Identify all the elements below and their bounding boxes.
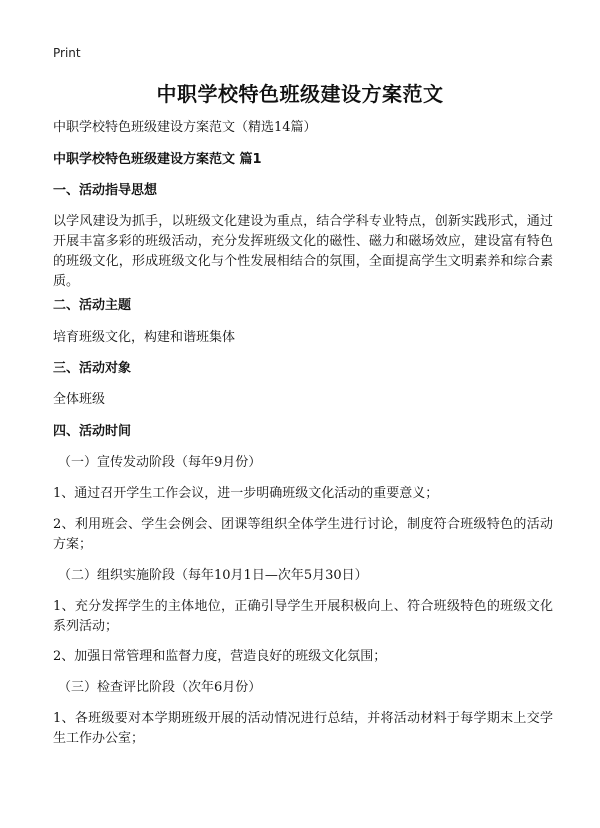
document-subtitle: 中职学校特色班级建设方案范文（精选14篇） xyxy=(53,120,317,135)
stage-heading-2: （二）组织实施阶段（每年10月1日—次年5月30日） xyxy=(58,568,368,583)
stage3-item-1: 1、各班级要对本学期班级开展的活动情况进行总结，并将活动材料于每学期末上交学生工作办公室； xyxy=(53,711,553,746)
section-heading-4: 四、活动时间 xyxy=(53,424,132,439)
article-heading: 中职学校特色班级建设方案范文 篇1 xyxy=(53,152,262,167)
print-link[interactable]: Print xyxy=(53,46,81,60)
section-heading-2: 二、活动主题 xyxy=(53,298,132,313)
stage1-item-1: 1、通过召开学生工作会议，进一步明确班级文化活动的重要意义； xyxy=(53,486,439,501)
section-heading-3: 三、活动对象 xyxy=(53,361,132,376)
stage1-item-2: 2、利用班会、学生会例会、团课等组织全体学生进行讨论，制度符合班级特色的活动方案； xyxy=(53,517,553,552)
stage2-item-2: 2、加强日常管理和监督力度，营造良好的班级文化氛围； xyxy=(53,649,387,664)
stage2-item-1: 1、充分发挥学生的主体地位，正确引导学生开展积极向上、符合班级特色的班级文化系列活动； xyxy=(53,599,553,634)
page-title: 中职学校特色班级建设方案范文 xyxy=(156,82,444,106)
section-body-2: 培育班级文化，构建和谐班集体 xyxy=(53,330,236,345)
section-body-3: 全体班级 xyxy=(53,392,106,407)
stage-heading-3: （三）检查评比阶段（次年6月份） xyxy=(58,680,262,695)
stage-heading-1: （一）宣传发动阶段（每年9月份） xyxy=(58,455,262,470)
section-heading-1: 一、活动指导思想 xyxy=(53,183,158,198)
section-body-1: 以学风建设为抓手，以班级文化建设为重点，结合学科专业特点，创新实践形式，通过开展丰富多彩的班级活动，充分发挥班级文化的磁性、磁力和磁场效应，建设富有特色的班级文化，形成班级文化与个性发展相结合的氛围，全面提高学生文明素养和综合素质。 xyxy=(53,214,553,289)
